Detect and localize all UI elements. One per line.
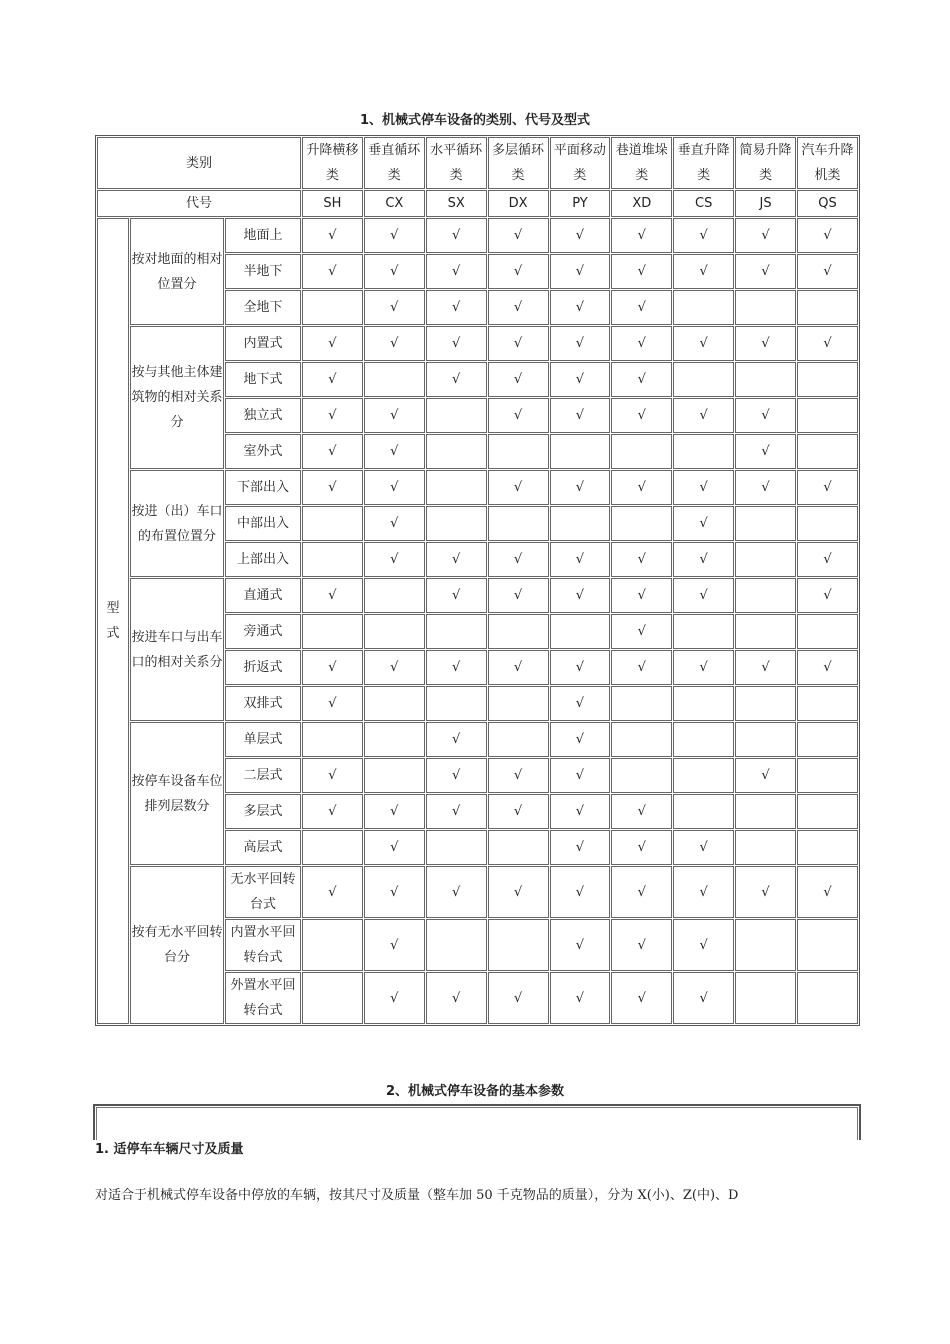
type-cell: 折返式 bbox=[225, 650, 301, 685]
type-cell: 下部出入 bbox=[225, 470, 301, 505]
check-mark: √ bbox=[426, 758, 487, 793]
check-mark: √ bbox=[302, 758, 363, 793]
empty-cell bbox=[302, 972, 363, 1024]
check-mark: √ bbox=[488, 398, 549, 433]
table-row bbox=[97, 470, 858, 505]
check-mark: √ bbox=[550, 218, 611, 253]
check-mark: √ bbox=[611, 972, 672, 1024]
check-mark: √ bbox=[302, 362, 363, 397]
column-code: CX bbox=[364, 190, 425, 217]
check-mark: √ bbox=[673, 542, 734, 577]
type-cell: 单层式 bbox=[225, 722, 301, 757]
empty-cell bbox=[797, 362, 858, 397]
check-mark: √ bbox=[488, 972, 549, 1024]
subsection-heading: 1. 适停车车辆尺寸及质量 bbox=[95, 1142, 244, 1157]
empty-cell bbox=[550, 614, 611, 649]
category-cell: 按对地面的相对位置分 bbox=[130, 218, 224, 325]
column-header: 多层循环类 bbox=[488, 137, 549, 189]
empty-cell bbox=[735, 542, 796, 577]
check-mark: √ bbox=[611, 866, 672, 918]
type-cell: 半地下 bbox=[225, 254, 301, 289]
empty-cell bbox=[302, 830, 363, 865]
type-cell: 中部出入 bbox=[225, 506, 301, 541]
empty-cell bbox=[797, 506, 858, 541]
empty-cell bbox=[673, 758, 734, 793]
check-mark: √ bbox=[302, 650, 363, 685]
check-mark: √ bbox=[611, 254, 672, 289]
empty-cell bbox=[611, 758, 672, 793]
check-mark: √ bbox=[426, 254, 487, 289]
table-title: 1、机械式停车设备的类别、代号及型式 bbox=[359, 113, 591, 128]
type-cell: 旁通式 bbox=[225, 614, 301, 649]
type-label bbox=[97, 218, 129, 1024]
check-mark: √ bbox=[611, 794, 672, 829]
check-mark: √ bbox=[673, 919, 734, 971]
table-row bbox=[97, 218, 858, 253]
empty-cell bbox=[797, 794, 858, 829]
check-mark: √ bbox=[611, 398, 672, 433]
check-mark: √ bbox=[673, 326, 734, 361]
empty-cell bbox=[735, 919, 796, 971]
empty-cell bbox=[426, 614, 487, 649]
table-row bbox=[97, 578, 858, 613]
check-mark: √ bbox=[426, 362, 487, 397]
check-mark: √ bbox=[735, 866, 796, 918]
check-mark: √ bbox=[302, 686, 363, 721]
check-mark: √ bbox=[364, 919, 425, 971]
check-mark: √ bbox=[426, 794, 487, 829]
empty-cell bbox=[735, 830, 796, 865]
empty-cell bbox=[302, 290, 363, 325]
column-code: CS bbox=[673, 190, 734, 217]
check-mark: √ bbox=[673, 218, 734, 253]
check-mark: √ bbox=[302, 866, 363, 918]
empty-cell bbox=[797, 434, 858, 469]
check-mark: √ bbox=[797, 650, 858, 685]
column-code: JS bbox=[735, 190, 796, 217]
check-mark: √ bbox=[364, 218, 425, 253]
check-mark: √ bbox=[611, 218, 672, 253]
category-cell: 按进车口与出车口的相对关系分 bbox=[130, 578, 224, 721]
check-mark: √ bbox=[673, 254, 734, 289]
empty-cell bbox=[302, 506, 363, 541]
check-mark: √ bbox=[364, 470, 425, 505]
empty-cell bbox=[488, 434, 549, 469]
empty-cell bbox=[797, 686, 858, 721]
column-code: SH bbox=[302, 190, 363, 217]
check-mark: √ bbox=[611, 362, 672, 397]
empty-cell bbox=[735, 614, 796, 649]
category-header: 类别 bbox=[97, 137, 301, 189]
check-mark: √ bbox=[735, 326, 796, 361]
empty-cell bbox=[302, 542, 363, 577]
empty-cell bbox=[488, 919, 549, 971]
check-mark: √ bbox=[364, 398, 425, 433]
empty-cell bbox=[550, 434, 611, 469]
empty-cell bbox=[302, 722, 363, 757]
type-cell: 地面上 bbox=[225, 218, 301, 253]
check-mark: √ bbox=[673, 650, 734, 685]
check-mark: √ bbox=[735, 398, 796, 433]
check-mark: √ bbox=[611, 542, 672, 577]
empty-frame bbox=[93, 1104, 861, 1140]
check-mark: √ bbox=[488, 794, 549, 829]
empty-cell bbox=[673, 722, 734, 757]
check-mark: √ bbox=[364, 866, 425, 918]
column-header: 垂直升降类 bbox=[673, 137, 734, 189]
empty-cell bbox=[302, 614, 363, 649]
category-cell: 按与其他主体建筑物的相对关系分 bbox=[130, 326, 224, 469]
check-mark: √ bbox=[550, 578, 611, 613]
column-code: XD bbox=[611, 190, 672, 217]
check-mark: √ bbox=[364, 830, 425, 865]
check-mark: √ bbox=[364, 972, 425, 1024]
category-cell: 按停车设备车位排列层数分 bbox=[130, 722, 224, 865]
empty-cell bbox=[550, 506, 611, 541]
column-code: SX bbox=[426, 190, 487, 217]
type-cell: 双排式 bbox=[225, 686, 301, 721]
check-mark: √ bbox=[735, 650, 796, 685]
empty-cell bbox=[673, 614, 734, 649]
check-mark: √ bbox=[797, 326, 858, 361]
empty-cell bbox=[364, 686, 425, 721]
check-mark: √ bbox=[488, 470, 549, 505]
empty-cell bbox=[364, 362, 425, 397]
check-mark: √ bbox=[735, 254, 796, 289]
check-mark: √ bbox=[550, 722, 611, 757]
empty-cell bbox=[673, 686, 734, 721]
table-row bbox=[97, 866, 858, 918]
type-cell: 室外式 bbox=[225, 434, 301, 469]
empty-cell bbox=[426, 434, 487, 469]
empty-cell bbox=[611, 686, 672, 721]
column-header: 汽车升降机类 bbox=[797, 137, 858, 189]
empty-cell bbox=[797, 290, 858, 325]
type-cell: 内置式 bbox=[225, 326, 301, 361]
check-mark: √ bbox=[611, 290, 672, 325]
type-cell: 无水平回转台式 bbox=[225, 866, 301, 918]
check-mark: √ bbox=[302, 326, 363, 361]
column-header: 水平循环类 bbox=[426, 137, 487, 189]
empty-cell bbox=[735, 506, 796, 541]
check-mark: √ bbox=[364, 794, 425, 829]
type-cell: 全地下 bbox=[225, 290, 301, 325]
check-mark: √ bbox=[611, 578, 672, 613]
check-mark: √ bbox=[426, 578, 487, 613]
paragraph: 对适合于机械式停车设备中停放的车辆，按其尺寸及质量（整车加 50 千克物品的质量），分为 X(小)、Z(中)、D bbox=[95, 1188, 739, 1203]
check-mark: √ bbox=[673, 506, 734, 541]
empty-cell bbox=[488, 506, 549, 541]
check-mark: √ bbox=[302, 794, 363, 829]
type-label-char: 式 bbox=[106, 626, 120, 641]
check-mark: √ bbox=[550, 398, 611, 433]
check-mark: √ bbox=[550, 362, 611, 397]
empty-cell bbox=[797, 614, 858, 649]
empty-cell bbox=[797, 972, 858, 1024]
check-mark: √ bbox=[797, 218, 858, 253]
check-mark: √ bbox=[488, 218, 549, 253]
column-code: DX bbox=[488, 190, 549, 217]
empty-cell bbox=[488, 722, 549, 757]
check-mark: √ bbox=[550, 972, 611, 1024]
empty-cell bbox=[797, 758, 858, 793]
column-header: 简易升降类 bbox=[735, 137, 796, 189]
check-mark: √ bbox=[673, 398, 734, 433]
check-mark: √ bbox=[550, 290, 611, 325]
empty-cell bbox=[735, 578, 796, 613]
check-mark: √ bbox=[550, 254, 611, 289]
check-mark: √ bbox=[550, 542, 611, 577]
check-mark: √ bbox=[364, 434, 425, 469]
check-mark: √ bbox=[426, 542, 487, 577]
empty-cell bbox=[364, 578, 425, 613]
check-mark: √ bbox=[488, 290, 549, 325]
check-mark: √ bbox=[611, 470, 672, 505]
category-cell: 按进（出）车口的布置位置分 bbox=[130, 470, 224, 577]
check-mark: √ bbox=[797, 254, 858, 289]
check-mark: √ bbox=[302, 398, 363, 433]
check-mark: √ bbox=[426, 972, 487, 1024]
empty-cell bbox=[673, 434, 734, 469]
check-mark: √ bbox=[364, 326, 425, 361]
check-mark: √ bbox=[797, 578, 858, 613]
column-code: QS bbox=[797, 190, 858, 217]
check-mark: √ bbox=[550, 794, 611, 829]
category-cell: 按有无水平回转台分 bbox=[130, 866, 224, 1024]
check-mark: √ bbox=[364, 290, 425, 325]
type-cell: 外置水平回转台式 bbox=[225, 972, 301, 1024]
check-mark: √ bbox=[797, 542, 858, 577]
check-mark: √ bbox=[611, 614, 672, 649]
check-mark: √ bbox=[426, 866, 487, 918]
empty-cell bbox=[302, 919, 363, 971]
empty-cell bbox=[797, 919, 858, 971]
check-mark: √ bbox=[550, 650, 611, 685]
empty-cell bbox=[673, 362, 734, 397]
check-mark: √ bbox=[302, 434, 363, 469]
type-cell: 内置水平回转台式 bbox=[225, 919, 301, 971]
check-mark: √ bbox=[488, 758, 549, 793]
type-cell: 高层式 bbox=[225, 830, 301, 865]
check-mark: √ bbox=[735, 434, 796, 469]
empty-cell bbox=[735, 290, 796, 325]
type-cell: 独立式 bbox=[225, 398, 301, 433]
check-mark: √ bbox=[426, 326, 487, 361]
empty-cell bbox=[673, 794, 734, 829]
check-mark: √ bbox=[611, 830, 672, 865]
check-mark: √ bbox=[735, 470, 796, 505]
empty-cell bbox=[735, 722, 796, 757]
check-mark: √ bbox=[611, 650, 672, 685]
empty-cell bbox=[426, 830, 487, 865]
code-header: 代号 bbox=[97, 190, 301, 217]
empty-cell bbox=[797, 830, 858, 865]
check-mark: √ bbox=[488, 542, 549, 577]
check-mark: √ bbox=[797, 866, 858, 918]
check-mark: √ bbox=[550, 326, 611, 361]
empty-cell bbox=[797, 398, 858, 433]
type-label-char: 型 bbox=[106, 601, 120, 616]
empty-cell bbox=[735, 794, 796, 829]
empty-cell bbox=[673, 290, 734, 325]
check-mark: √ bbox=[364, 506, 425, 541]
empty-cell bbox=[488, 830, 549, 865]
check-mark: √ bbox=[426, 218, 487, 253]
empty-cell bbox=[735, 972, 796, 1024]
check-mark: √ bbox=[673, 866, 734, 918]
column-header: 巷道堆垛类 bbox=[611, 137, 672, 189]
parking-type-table bbox=[95, 135, 860, 1026]
empty-cell bbox=[735, 362, 796, 397]
check-mark: √ bbox=[673, 578, 734, 613]
empty-cell bbox=[364, 722, 425, 757]
header-row bbox=[97, 137, 858, 189]
check-mark: √ bbox=[426, 650, 487, 685]
check-mark: √ bbox=[797, 470, 858, 505]
check-mark: √ bbox=[488, 362, 549, 397]
check-mark: √ bbox=[673, 972, 734, 1024]
check-mark: √ bbox=[364, 254, 425, 289]
code-row bbox=[97, 190, 858, 217]
check-mark: √ bbox=[364, 650, 425, 685]
check-mark: √ bbox=[302, 578, 363, 613]
table-row bbox=[97, 326, 858, 361]
empty-cell bbox=[797, 722, 858, 757]
empty-cell bbox=[488, 686, 549, 721]
empty-cell bbox=[611, 434, 672, 469]
check-mark: √ bbox=[488, 254, 549, 289]
check-mark: √ bbox=[488, 578, 549, 613]
empty-cell bbox=[426, 506, 487, 541]
check-mark: √ bbox=[550, 686, 611, 721]
check-mark: √ bbox=[550, 919, 611, 971]
check-mark: √ bbox=[426, 722, 487, 757]
check-mark: √ bbox=[673, 830, 734, 865]
empty-cell bbox=[426, 686, 487, 721]
type-cell: 直通式 bbox=[225, 578, 301, 613]
check-mark: √ bbox=[364, 542, 425, 577]
check-mark: √ bbox=[735, 758, 796, 793]
check-mark: √ bbox=[735, 218, 796, 253]
empty-cell bbox=[426, 398, 487, 433]
empty-cell bbox=[735, 686, 796, 721]
empty-cell bbox=[364, 614, 425, 649]
check-mark: √ bbox=[673, 470, 734, 505]
column-code: PY bbox=[550, 190, 611, 217]
type-cell: 二层式 bbox=[225, 758, 301, 793]
empty-cell bbox=[611, 506, 672, 541]
table-row bbox=[97, 722, 858, 757]
empty-cell bbox=[611, 722, 672, 757]
column-header: 升降横移类 bbox=[302, 137, 363, 189]
empty-cell bbox=[426, 470, 487, 505]
check-mark: √ bbox=[302, 218, 363, 253]
check-mark: √ bbox=[550, 470, 611, 505]
type-cell: 多层式 bbox=[225, 794, 301, 829]
check-mark: √ bbox=[302, 470, 363, 505]
empty-cell bbox=[364, 758, 425, 793]
empty-cell bbox=[488, 614, 549, 649]
type-cell: 地下式 bbox=[225, 362, 301, 397]
check-mark: √ bbox=[611, 919, 672, 971]
check-mark: √ bbox=[550, 758, 611, 793]
empty-cell bbox=[426, 919, 487, 971]
check-mark: √ bbox=[550, 866, 611, 918]
check-mark: √ bbox=[611, 326, 672, 361]
column-header: 垂直循环类 bbox=[364, 137, 425, 189]
check-mark: √ bbox=[488, 650, 549, 685]
check-mark: √ bbox=[426, 290, 487, 325]
check-mark: √ bbox=[488, 326, 549, 361]
check-mark: √ bbox=[302, 254, 363, 289]
check-mark: √ bbox=[488, 866, 549, 918]
column-header: 平面移动类 bbox=[550, 137, 611, 189]
check-mark: √ bbox=[550, 830, 611, 865]
type-cell: 上部出入 bbox=[225, 542, 301, 577]
section-title: 2、机械式停车设备的基本参数 bbox=[385, 1084, 565, 1099]
